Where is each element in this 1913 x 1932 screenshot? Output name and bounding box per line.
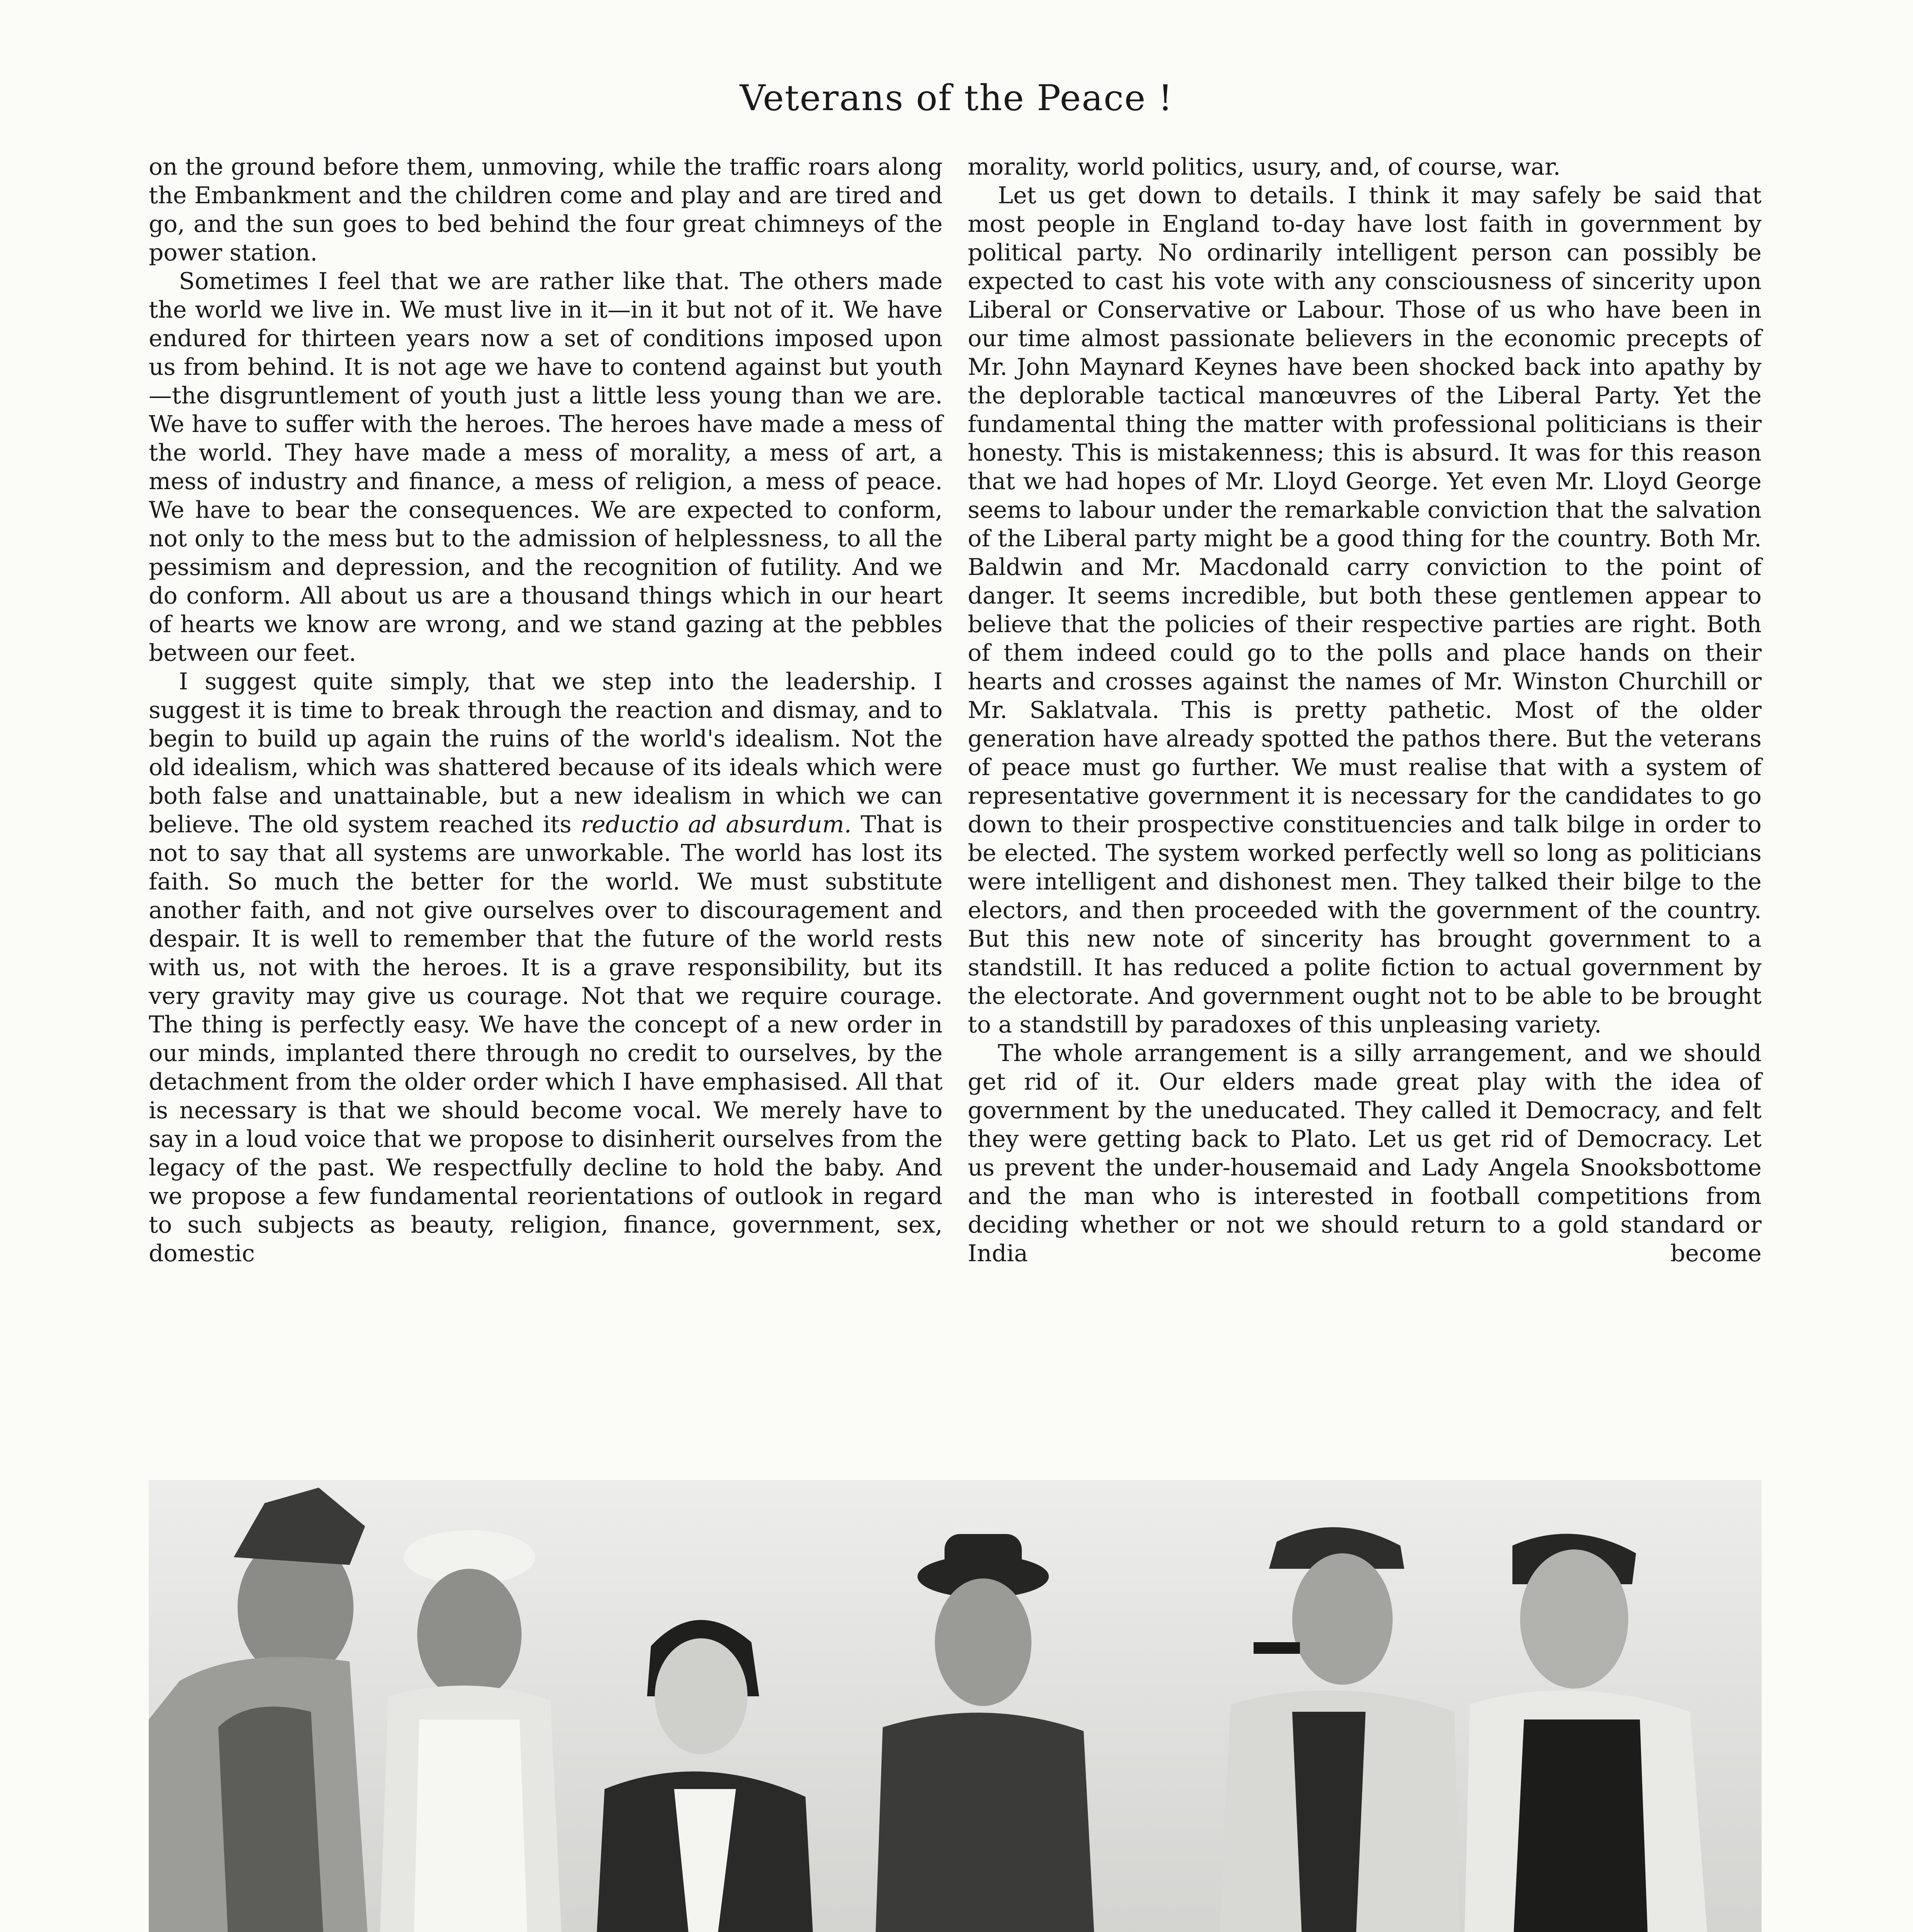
left-column: [149, 153, 943, 1268]
text-run: I suggest quite simply, that we step into the leadership. I suggest it is time to break through the reaction and dismay, and to begin to build up again the ruins of the world's idealism. Not the old idealism, which was shattered because of its ideals which were both false and unattainable, but a new idealism in which we can believe. The old system reached its: [149, 668, 943, 838]
right-column: [968, 153, 1762, 1268]
paragraph: on the ground before them, unmoving, while the traffic roars along the Embankment and the children come and play and are tired and go, and the sun goes to bed behind the four great chimneys of the power station.: [149, 153, 943, 266]
article-body: [149, 153, 1762, 1268]
paragraph: morality, world politics, usury, and, of course, war.: [968, 153, 1561, 180]
paragraph: The whole arrangement is a silly arrangement, and we should get rid of it. Our elders made great play with the idea of government by the uneducated. They called it Democracy, and felt they were getting back to Plato. Let us get rid of Democracy. Let us prevent the under-housemaid and Lady Angela Snooksbottome and the man who is interested in football competitions from deciding whether or not we should return to a gold standard or India become: [968, 1040, 1762, 1267]
illustration: [149, 1480, 1762, 1932]
running-header: Veterans of the Peace !: [739, 77, 1174, 119]
italic-phrase: reductio ad absurdum.: [581, 811, 852, 838]
illustration-drawing: [149, 1480, 1762, 1932]
paragraph: Let us get down to details. I think it may safely be said that most people in England to-day have lost faith in government by political party. No ordinarily intelligent person can possibly be expected to cast his vote with any consciousness of sincerity upon Liberal or Conservative or Labour. Those of us who have been in our time almost passionate believers in the economic precepts of Mr. John Maynard Keynes have been shocked back into apathy by the deplorable tactical manœuvres of the Liberal Party. Yet the fundamental thing the matter with professional politicians is their honesty. This is mistakenness; this is absurd. It was for this reason that we had hopes of Mr. Lloyd George. Yet even Mr. Lloyd George seems to labour under the remarkable conviction that the salvation of the Liberal party might be a good thing for the country. Both Mr. Baldwin and Mr. Macdonald carry conviction to the point of danger. It seems incredible, but both these gentlemen appear to believe that the policies of their respective parties are right. Both of them indeed could go to the polls and place hands on their hearts and crosses against the names of Mr. Winston Churchill or Mr. Saklatvala. This is pretty pathetic. Most of the older generation have already spotted the pathos there. But the veterans of peace must go further. We must realise that with a system of representative government it is necessary for the candidates to go down to their prospective constituencies and talk bilge in order to be elected. The system worked perfectly well so long as politicians were intelligent and dishonest men. They talked their bilge to the electors, and then proceeded with the government of the country. But this new note of sincerity has brought government to a standstill. It has reduced a polite fiction to actual government by the electorate. And government ought not to be able to be brought to a standstill by paradoxes of this unpleasing variety.: [968, 182, 1762, 1038]
paragraph: [149, 667, 943, 1268]
text-run: That is not to say that all systems are unworkable. The world has lost its faith. So much the better for the world. We must substitute another faith, and not give ourselves over to discouragement and despair. It is well to remember that the future of the world rests with us, not with the heroes. It is a grave responsibility, but its very gravity may give us courage. Not that we require courage. The thing is perfectly easy. We have the concept of a new order in our minds, implanted there through no credit to ourselves, by the detachment from the older order which I have emphasised. All that is necessary is that we should become vocal. We merely have to say in a loud voice that we propose to disinherit ourselves from the legacy of the past. We respectfully decline to hold the baby. And we propose a few fundamental reorientations of outlook in regard to such subjects as beauty, religion, finance, government, sex, domestic: [149, 811, 943, 1267]
paragraph: Sometimes I feel that we are rather like that. The others made the world we live in. We must live in it—in it but not of it. We have endured for thirteen years now a set of conditions imposed upon us from behind. It is not age we have to contend against but youth—the disgruntlement of youth just a little less young than we are. We have to suffer with the heroes. The heroes have made a mess of the world. They have made a mess of morality, a mess of art, a mess of industry and finance, a mess of religion, a mess of peace. We have to bear the consequences. We are expected to conform, not only to the mess but to the admission of helplessness, to all the pessimism and depression, and the recognition of futility. And we do conform. All about us are a thousand things which in our heart of hearts we know are wrong, and we stand gazing at the pebbles between our feet.: [149, 268, 943, 667]
